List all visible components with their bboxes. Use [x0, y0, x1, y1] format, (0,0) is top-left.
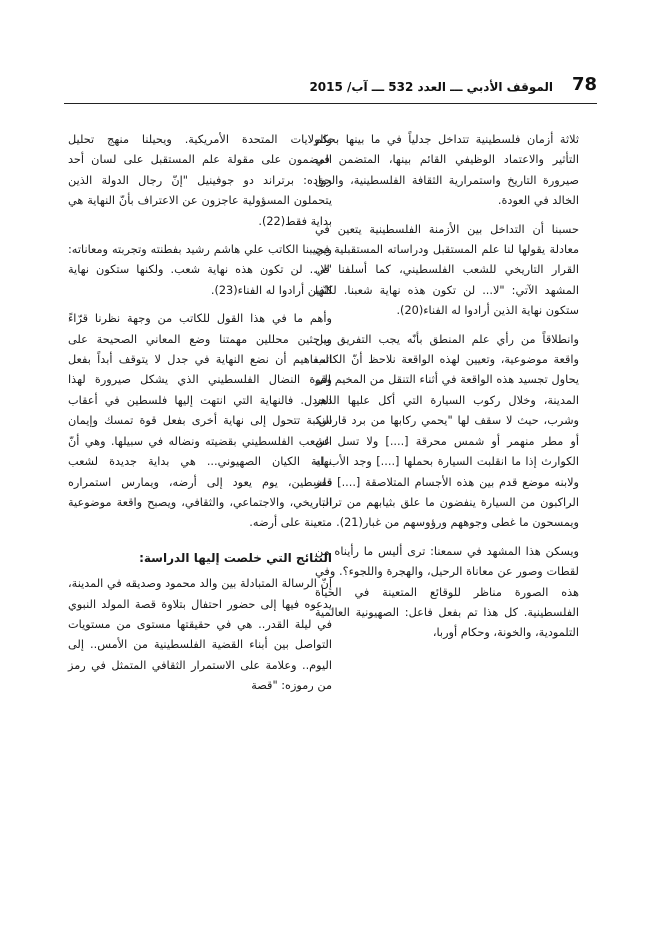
- left-text-column: [68, 130, 332, 705]
- body-paragraph: ويسكن هذا المشهد في سمعنا: ترى أليس ما رأيناه من لقطات وصور عن معاناة الرحيل، والهجرة واللجوء؟. وفي هذه الصورة مناظر للوقائع المتعينة في الحياة الفلسطينية. كل هذا تم بفعل فاعل: الصهيونية العالمية التلمودية، والخونة، وحكام أوربا،: [315, 544, 579, 640]
- page-header: [62, 74, 597, 100]
- body-paragraph: ويجيبنا الكاتب علي هاشم رشيد بفطنته وتجربته ومعاناته: "لا... لن تكون هذه نهاية شعب. ولكنها ستكون نهاية الذين أرادوا له الفناء(23).: [68, 243, 332, 297]
- journal-header-title: الموقف الأدبي ـــ العدد 532 ـــ آب/ 2015: [309, 80, 553, 94]
- body-paragraph: والولايات المتحدة الأمريكية. ويحيلنا منهج تحليل المضمون على مقولة علم المستقبل على لسان أحد رواده: برتراند دو جوفينيل "إنّ رجال الدولة الذين يتحملون المسؤولية عاجزون عن الاعتراف بأنّ النهاية هي بداية فقط(22).: [68, 133, 332, 228]
- body-paragraph: حسبنا أن التداخل بين الأزمنة الفلسطينية يتعين في معادلة يقولها لنا علم المستقبل ودراساته المستقبلية في القرار التاريخي للشعب الفلسطيني، كما أسلفنا في المشهد الآتي: "لا... لن تكون هذه نهاية شعبنا. لكنّها ستكون نهاية الذين أرادوا له الفناء(20).: [315, 222, 579, 318]
- header-divider: [64, 103, 597, 104]
- page-number: 78: [571, 74, 597, 95]
- body-paragraph: وانطلاقاً من رأي علم المنطق بأنّه يجب التفريق بين واقعة موضوعية، وتعيين لهذه الواقعة نلاحظ أنّ الكاتب يحاول تجسيد هذه الواقعة في أثناء التنقل من المخيم إلى المدينة، وخلال ركوب السيارة التي أكل عليها الدهر وشرب، حيث لا سقف لها "يحمي ركابها من برد قارس، أو مطر منهمر أو شمس محرقة [....] ولا تسل عن الكوارث إذا ما انقلبت السيارة بحملها [....] وجد الأب له ولابنه موضع قدم بين هذه الأجسام المتلاصقة [....] قفز الراكبون من السيارة ينفضون ما علق بثيابهم من تراب، ويمسحون ما غطى وجوههم ورؤوسهم من غبار(21).: [315, 332, 579, 530]
- body-paragraph: ثلاثة أزمان فلسطينية تتداخل جدلياً في ما بينها بحكم التأثير والاعتماد الوظيفي القائم بينها، المتضمن في صيرورة التاريخ واستمرارية الثقافة الفلسطينية، والحق الخالد في العودة.: [315, 133, 579, 208]
- body-paragraph: إنّ الرسالة المتبادلة بين والد محمود وصديقه في المدينة، يدعوه فيها إلى حضور احتفال بتلاوة قصة المولد النبوي في ليلة القدر.. هي في حقيقتها مستوى من مستويات التواصل بين أبناء القضية الفلسطينية من الأمس.. إلى اليوم.. وعلامة على الاستمرار الثقافي المتمثل في رمز من رموزه: "قصة: [68, 577, 332, 693]
- body-paragraph: وأهم ما في هذا القول للكاتب من وجهة نظرنا قرّاءً وباحثين محللين مهمتنا وضع المعاني الصحيحة على المفاهيم أن نضع النهاية في جدل لا يتوقف أبداً بفعل وقوة النضال الفلسطيني الذي يشكل صيرورة لهذا الجدل. فالنهاية التي انتهت إليها فلسطين في أعقاب النكبة تتحول إلى نهاية أخرى بفعل قوة تمسك وإيمان الشعب الفلسطيني بقضيته ونضاله في سبيلها. وهي أنّ نهاية الكيان الصهيوني... هي بداية جديدة لشعب فلسطين، يوم يعود إلى أرضه، ويمارس استمراره التاريخي، والاجتماعي، والثقافي، ويصبح واقعة موضوعية متعينة على أرضه.: [68, 312, 332, 530]
- right-text-column: [315, 130, 579, 652]
- section-heading: النتائج التي خلصت إليها الدراسة:: [139, 550, 332, 565]
